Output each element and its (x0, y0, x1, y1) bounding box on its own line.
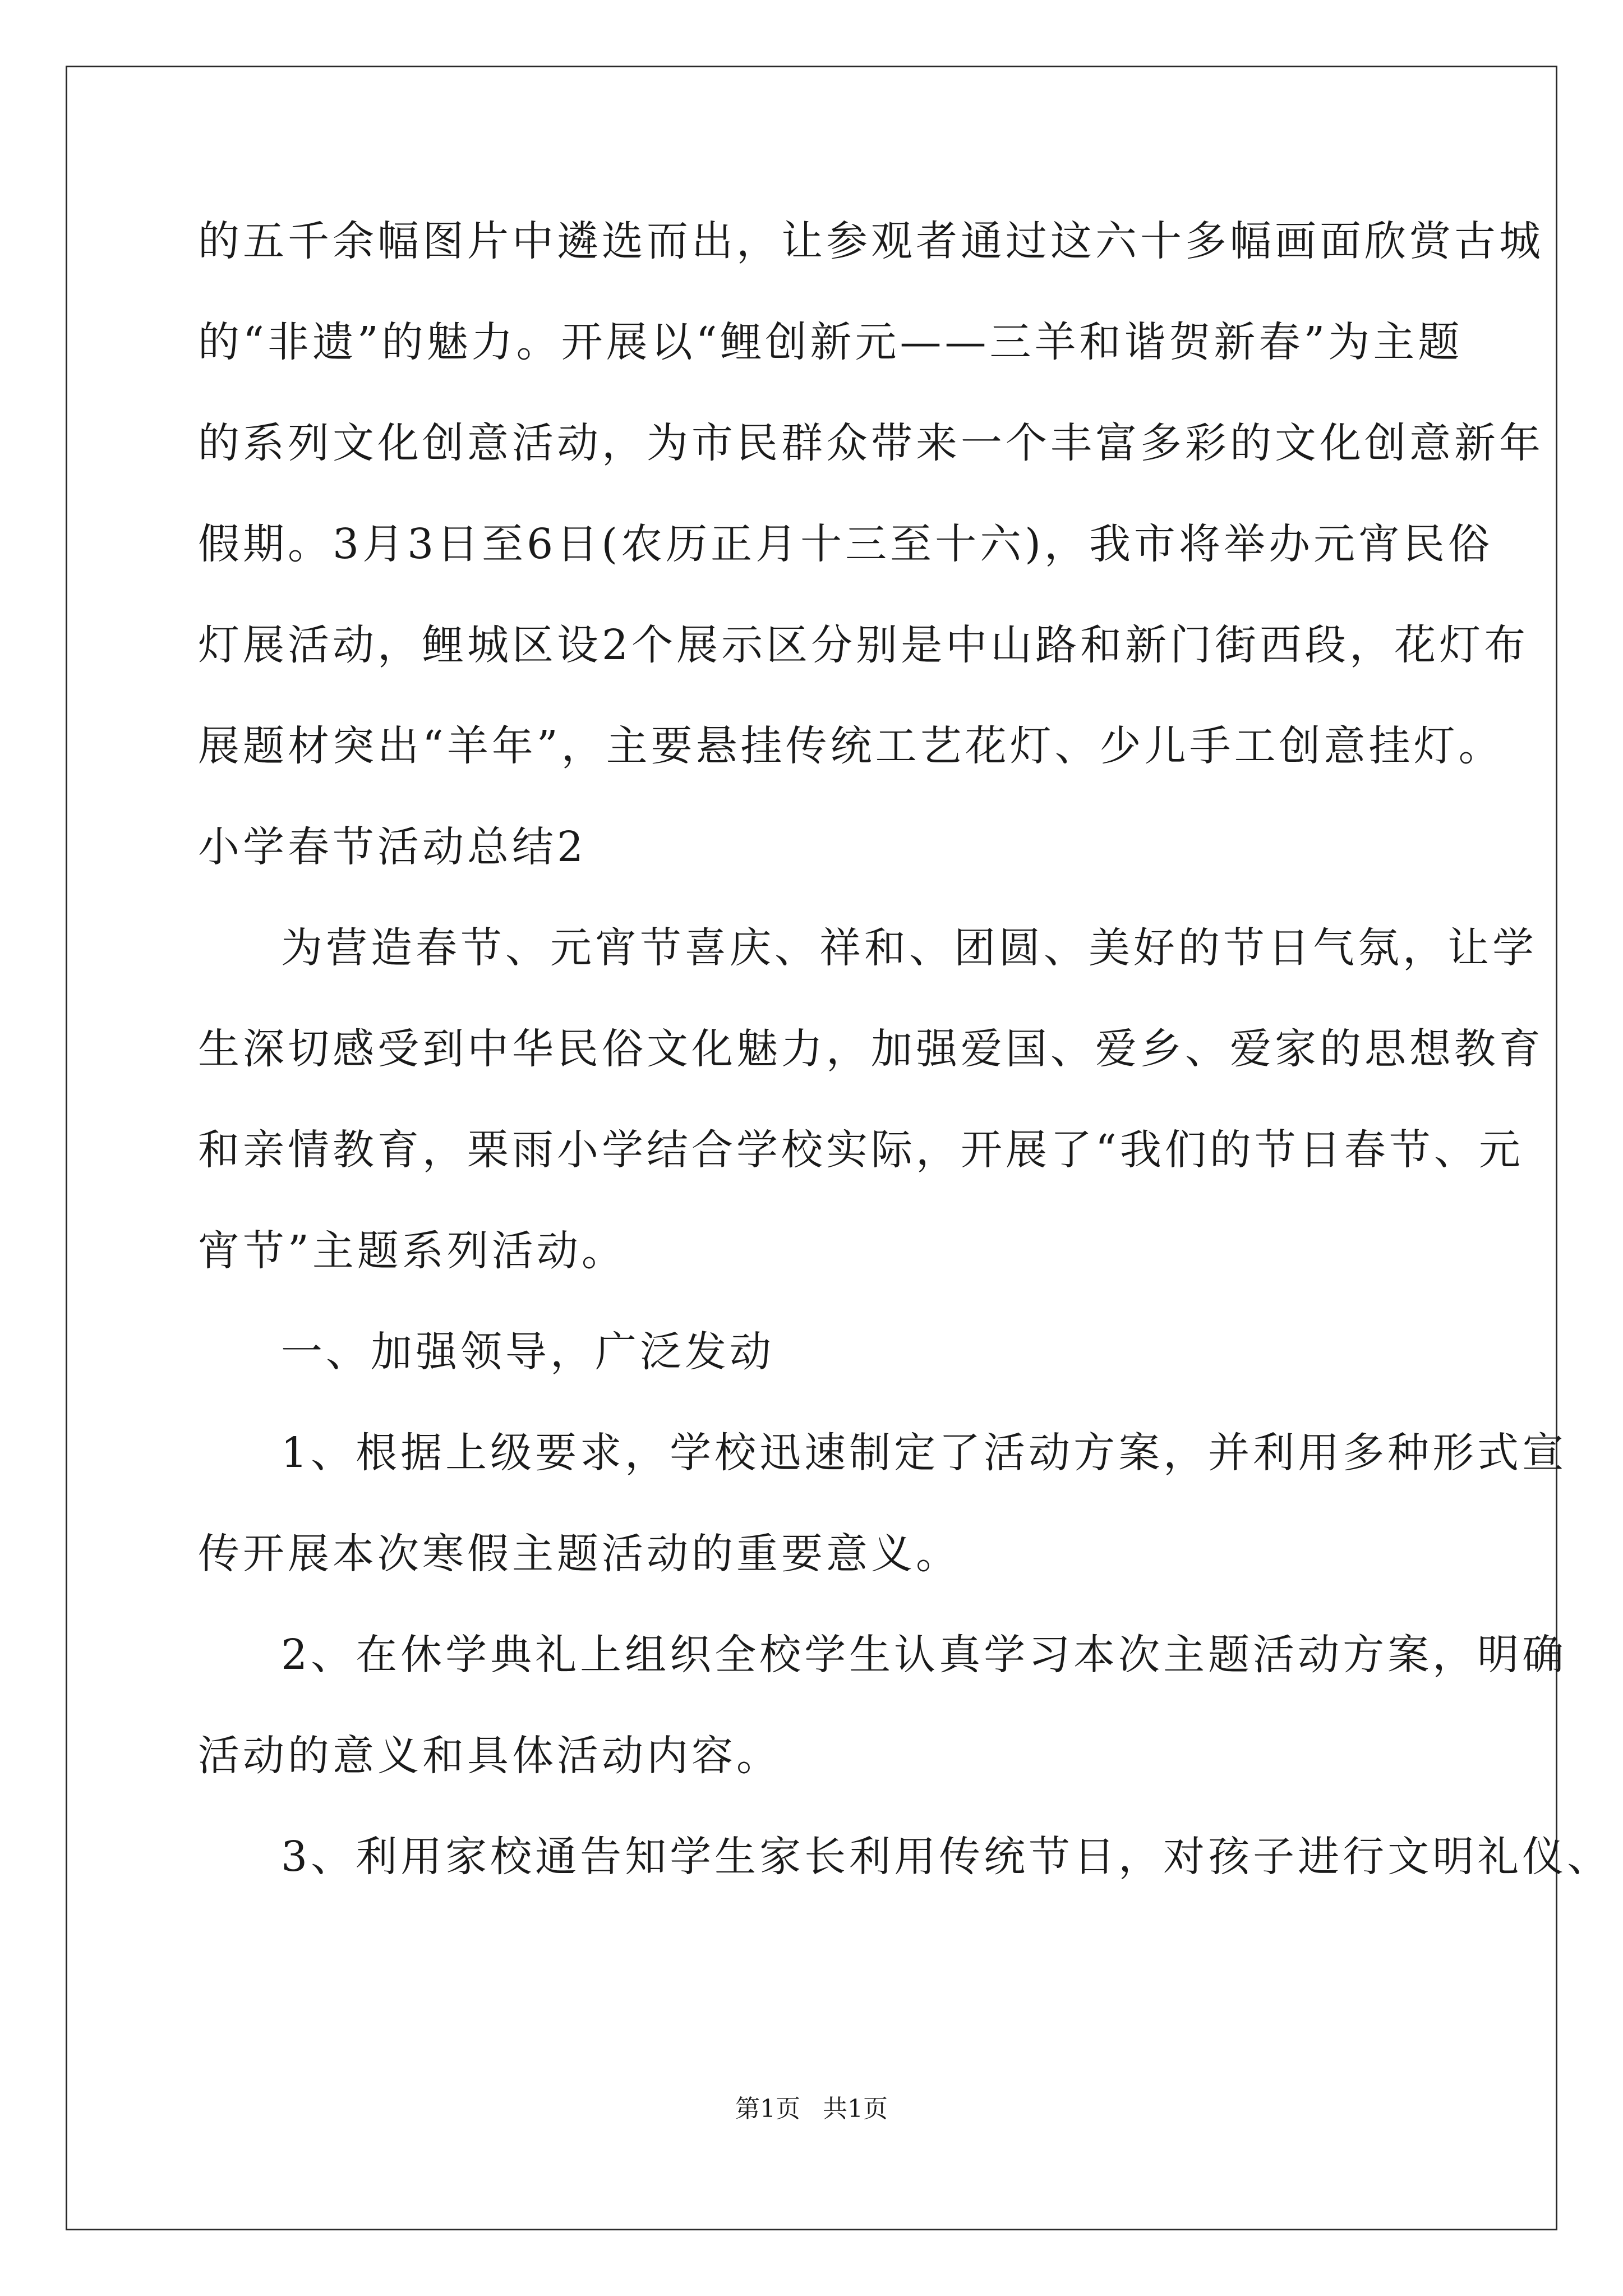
body-line: 1、根据上级要求，学校迅速制定了活动方案，并利用多种形式宣 (281, 1429, 1567, 1477)
page-total: 共1页 (823, 2095, 888, 2123)
body-line: 活动的意义和具体活动内容。 (198, 1732, 781, 1780)
body-line: 的“非遗”的魅力。开展以“鲤创新元——三羊和谐贺新春”为主题 (198, 318, 1463, 366)
page-number: 第1页 (735, 2095, 800, 2123)
body-line: 假期。3月3日至6日(农历正月十三至十六)，我市将举办元宵民俗 (198, 520, 1493, 568)
page-footer (0, 2092, 1623, 2126)
section-heading: 小学春节活动总结2 (198, 823, 587, 871)
body-line: 和亲情教育，栗雨小学结合学校实际，开展了“我们的节日春节、元 (198, 1126, 1524, 1174)
body-line: 的系列文化创意活动，为市民群众带来一个丰富多彩的文化创意新年 (198, 419, 1544, 467)
body-line: 宵节”主题系列活动。 (198, 1227, 626, 1275)
body-line: 的五千余幅图片中遴选而出，让参观者通过这六十多幅画面欣赏古城 (198, 217, 1544, 265)
subheading: 一、加强领导，广泛发动 (281, 1328, 774, 1376)
body-line: 为营造春节、元宵节喜庆、祥和、团圆、美好的节日气氛，让学 (281, 924, 1537, 972)
body-line: 2、在休学典礼上组织全校学生认真学习本次主题活动方案，明确 (281, 1631, 1567, 1679)
body-line: 生深切感受到中华民俗文化魅力，加强爱国、爱乡、爱家的思想教育 (198, 1025, 1544, 1073)
body-line: 3、利用家校通告知学生家长利用传统节日，对孩子进行文明礼仪、 (281, 1833, 1612, 1881)
body-line: 灯展活动，鲤城区设2个展示区分别是中山路和新门街西段，花灯布 (198, 621, 1529, 669)
body-line: 展题材突出“羊年”，主要悬挂传统工艺花灯、少儿手工创意挂灯。 (198, 722, 1504, 770)
body-line: 传开展本次寒假主题活动的重要意义。 (198, 1530, 961, 1578)
